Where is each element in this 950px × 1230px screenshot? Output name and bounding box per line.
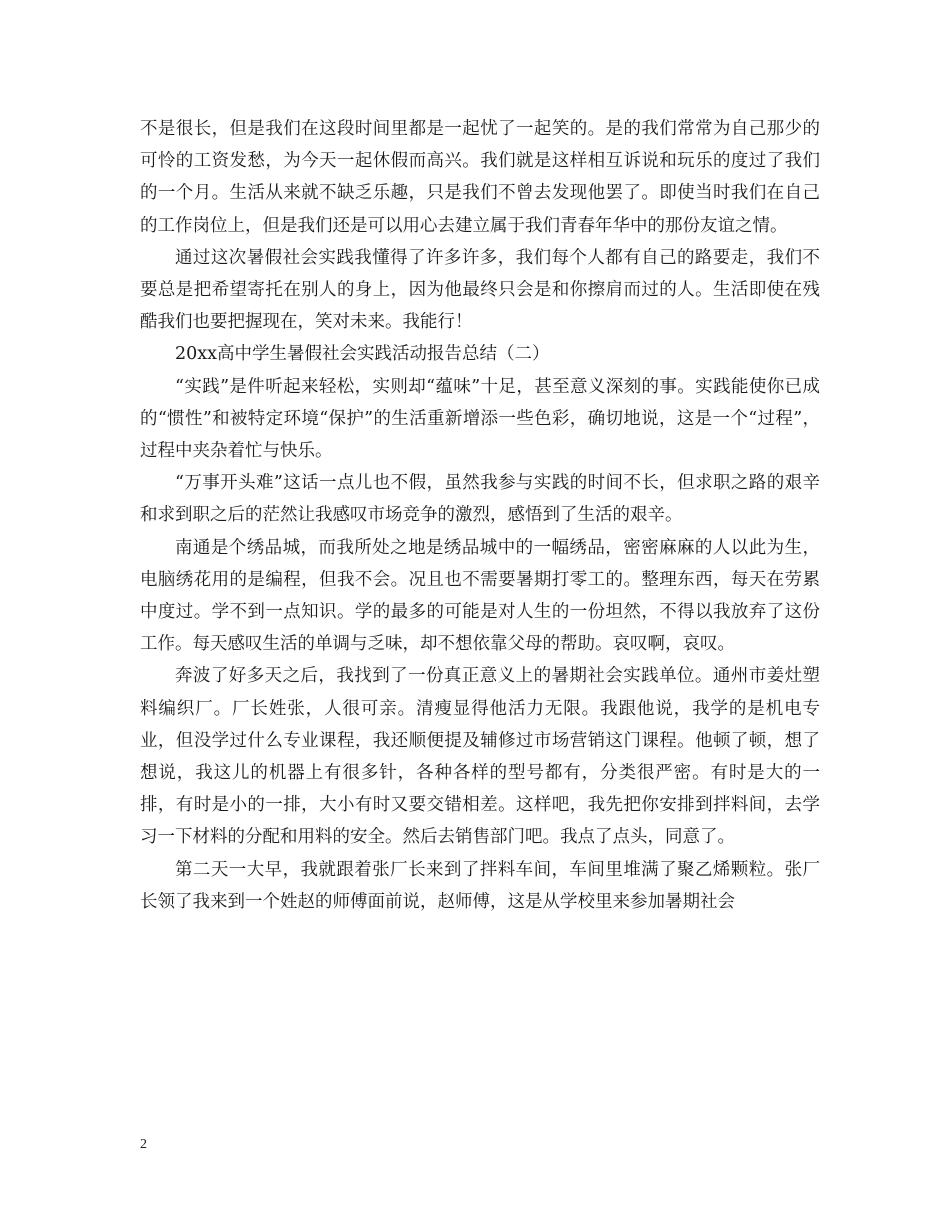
page-number: 2 — [140, 1137, 147, 1152]
document-body — [140, 113, 820, 918]
paragraph: 第二天一大早，我就跟着张厂长来到了拌料车间，车间里堆满了聚乙烯颗粒。张厂长领了我来到一个姓赵的师傅面前说，赵师傅，这是从学校里来参加暑期社会 — [140, 859, 820, 912]
paragraph-continued: 不是很长，但是我们在这段时间里都是一起忧了一起笑的。是的我们常常为自己那少的可怜的工资发愁，为今天一起休假而高兴。我们就是这样相互诉说和玩乐的度过了我们的一个月。生活从来就不缺乏乐趣，只是我们不曾去发现他罢了。即使当时我们在自己的工作岗位上，但是我们还是可以用心去建立属于我们青春年华中的那份友谊之情。 — [140, 119, 820, 236]
paragraph: “实践”是件听起来轻松，实则却“蕴味”十足，甚至意义深刻的事。实践能使你已成的“惯性”和被特定环境“保护”的生活重新增添一些色彩，确切地说，这是一个“过程”，过程中夹杂着忙与快乐。 — [140, 376, 820, 462]
paragraph: “万事开头难”这话一点儿也不假，虽然我参与实践的时间不长，但求职之路的艰辛和求到职之后的茫然让我感叹市场竞争的激烈，感悟到了生活的艰辛。 — [140, 473, 820, 526]
section-heading: 20xx高中学生暑假社会实践活动报告总结（二） — [175, 344, 550, 365]
paragraph: 南通是个绣品城，而我所处之地是绣品城中的一幅绣品，密密麻麻的人以此为生，电脑绣花用的是编程，但我不会。况且也不需要暑期打零工的。整理东西，每天在劳累中度过。学不到一点知识。学的最多的可能是对人生的一份坦然，不得以我放弃了这份工作。每天感叹生活的单调与乏味，却不想依靠父母的帮助。哀叹啊，哀叹。 — [140, 537, 820, 655]
paragraph: 通过这次暑假社会实践我懂得了许多许多，我们每个人都有自己的路要走，我们不要总是把希望寄托在别人的身上，因为他最终只会是和你擦肩而过的人。生活即使在残酷我们也要把握现在，笑对未来。我能行！ — [140, 247, 820, 333]
paragraph: 奔波了好多天之后，我找到了一份真正意义上的暑期社会实践单位。通州市姜灶塑料编织厂。厂长姓张，人很可亲。清瘦显得他活力无限。我跟他说，我学的是机电专业，但没学过什么专业课程，我还顺便提及辅修过市场营销这门课程。他顿了顿，想了想说，我这儿的机器上有很多针，各种各样的型号都有，分类很严密。有时是大的一排，有时是小的一排，大小有时又要交错相差。这样吧，我先把你安排到拌料间，去学习一下材料的分配和用料的安全。然后去销售部门吧。我点了点头，同意了。 — [140, 666, 820, 848]
